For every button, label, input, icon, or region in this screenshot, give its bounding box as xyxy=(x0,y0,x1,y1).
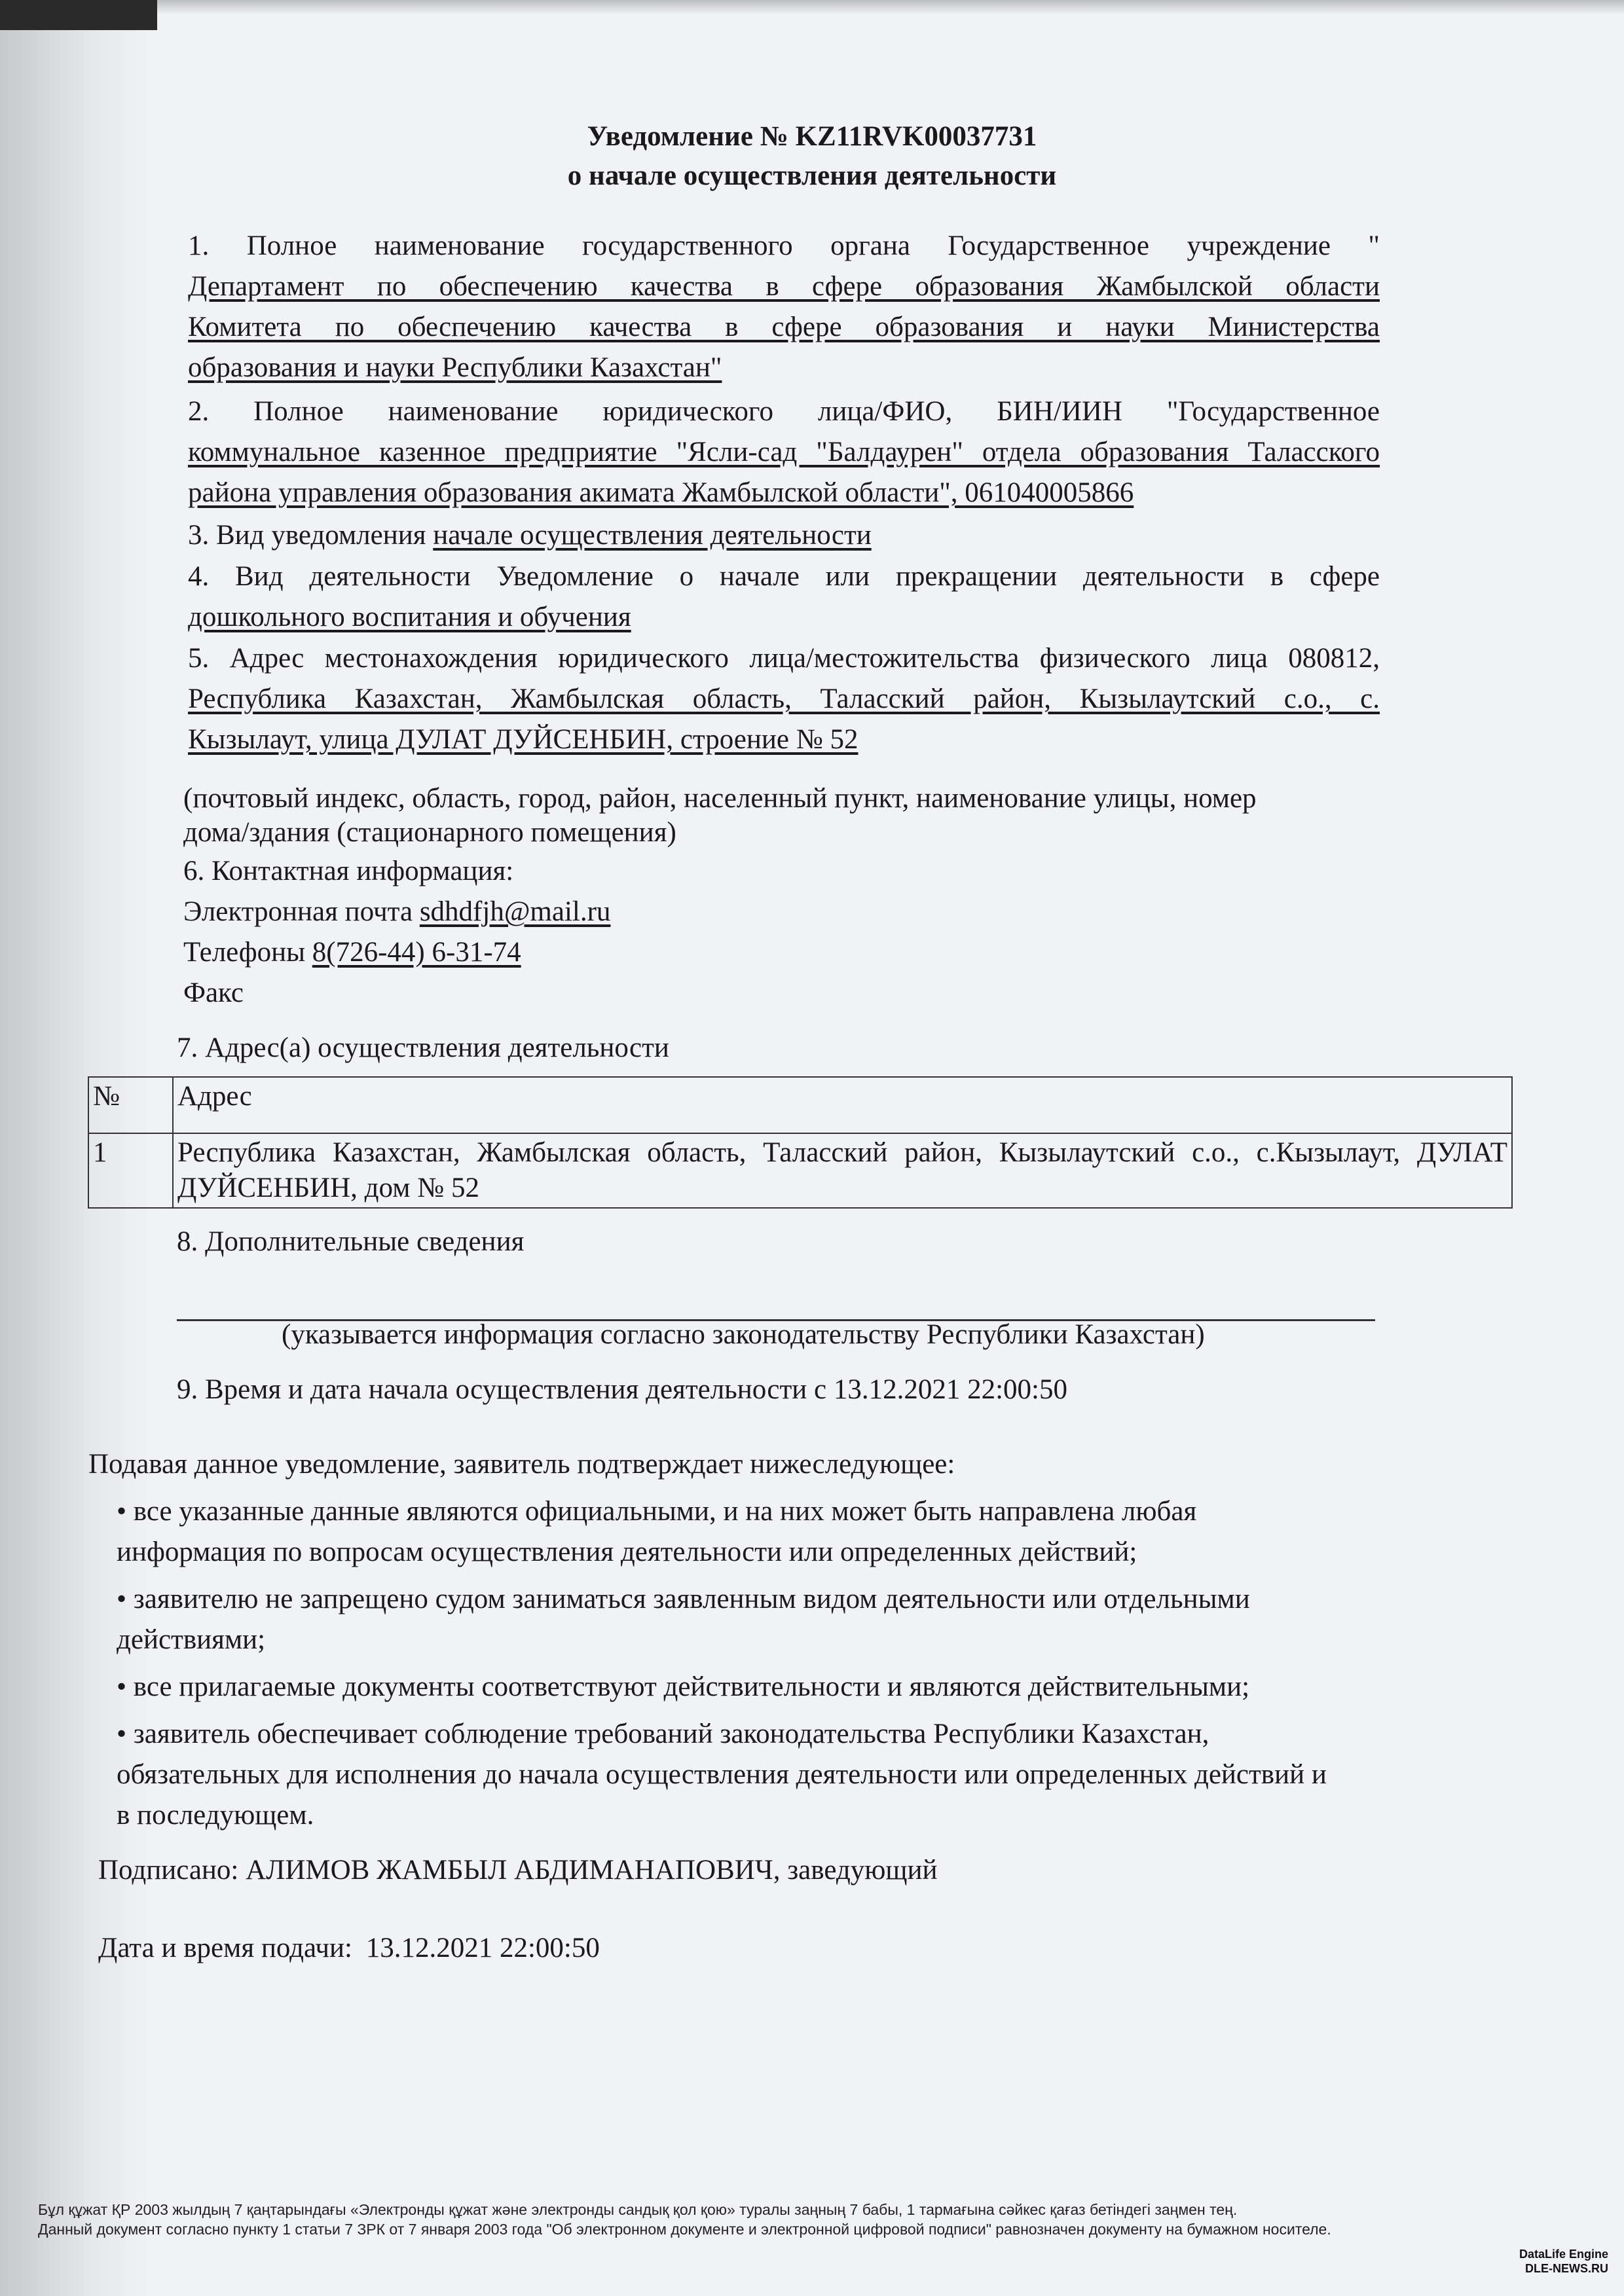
watermark-line: DataLife Engine xyxy=(1519,2248,1608,2261)
item-7-label: 7. Адрес(а) осуществления деятельности xyxy=(177,1032,669,1063)
declaration-bullet-line: • все указанные данные являются официальными, и на них может быть направлена любая xyxy=(117,1496,1197,1527)
watermark-line: DLE-NEWS.RU xyxy=(1525,2262,1608,2275)
item-1-line: 1. Полное наименование государственного органа Государственное учреждение " xyxy=(188,230,1380,261)
item-8-hint: (указывается информация согласно законодательству Республики Казахстан) xyxy=(282,1319,1205,1350)
declaration-bullet-line: • заявитель обеспечивает соблюдение требований законодательства Республики Казахстан, xyxy=(117,1719,1209,1749)
item-2-line: района управления образования акимата Жамбылской области", 061040005866 xyxy=(188,477,1134,508)
item-1-authority xyxy=(188,226,1380,388)
submission-label: Дата и время подачи: xyxy=(98,1933,352,1963)
declaration-bullet-line: действиями; xyxy=(117,1624,266,1655)
item-2-entity xyxy=(188,392,1380,513)
footer-ru: Данный документ согласно пункту 1 статьи 7 ЗРК от 7 января 2003 года "Об электронном документе и электронной цифровой подписи" равнозначен документу на бумажном носителе. xyxy=(38,2221,1331,2238)
item-6-email-row xyxy=(183,892,610,932)
phone-label: Телефоны xyxy=(183,937,306,968)
address-table xyxy=(88,1076,1513,1209)
item-5-hint-line: (почтовый индекс, область, город, район, населенный пункт, наименование улицы, номер xyxy=(183,783,1257,814)
declaration-intro: Подавая данное уведомление, заявитель подтверждает нижеследующее: xyxy=(88,1449,955,1480)
watermark-badge xyxy=(1519,2247,1608,2276)
item-1-line: Комитета по обеспечению качества в сфере образования и науки Министерства xyxy=(188,312,1380,342)
email-value[interactable]: sdhdfjh@mail.ru xyxy=(419,896,611,927)
table-header-row xyxy=(88,1077,1512,1133)
footer-kz: Бұл құжат ҚР 2003 жылдың 7 қаңтарындағы «Электронды құжат және электронды сандық қол қою» туралы заңның 7 бабы, 1 тармағына сәйкес қағаз бетіндегі заңмен тең. xyxy=(38,2201,1238,2218)
table-row xyxy=(88,1133,1512,1208)
item-9-start-datetime: 9. Время и дата начала осуществления деятельности с 13.12.2021 22:00:50 xyxy=(177,1374,1067,1405)
item-2-line: коммунальное казенное предприятие "Ясли-сад "Балдаурен" отдела образования Таласского xyxy=(188,437,1380,467)
item-1-line: Департамент по обеспечению качества в сфере образования Жамбылской области xyxy=(188,271,1380,302)
submission-value: 13.12.2021 22:00:50 xyxy=(365,1933,600,1963)
item-2-line: 2. Полное наименование юридического лица/ФИО, БИН/ИИН "Государственное xyxy=(188,396,1380,427)
item-4-line: 4. Вид деятельности Уведомление о начале или прекращении деятельности в сфере xyxy=(188,561,1380,592)
item-1-line: образования и науки Республики Казахстан" xyxy=(188,352,722,383)
item-5-line: Республика Казахстан, Жамбылская область, Таласский район, Кызылаутский с.о., с. xyxy=(188,683,1380,714)
submission-datetime xyxy=(98,1928,600,1969)
item-5-line: 5. Адрес местонахождения юридического лица/местожительства физического лица 080812, xyxy=(188,643,1380,674)
declaration-bullet-line: • все прилагаемые документы соответствуют действительности и являются действительными; xyxy=(117,1671,1250,1702)
item-5-address xyxy=(188,638,1380,760)
item-6-contacts-label: 6. Контактная информация: xyxy=(183,856,514,886)
phone-value: 8(726-44) 6-31-74 xyxy=(312,937,521,968)
scanner-edge xyxy=(0,0,157,30)
declaration-bullet-line: в последующем. xyxy=(117,1800,314,1831)
item-4-activity xyxy=(188,556,1380,638)
page-top-shadow xyxy=(0,0,1624,14)
declaration-bullet-line: информация по вопросам осуществления деятельности или определенных действий; xyxy=(117,1537,1137,1567)
item-3-notice-type xyxy=(188,515,872,556)
item-5-line: Кызылаут, улица ДУЛАТ ДУЙСЕНБИН, строение № 52 xyxy=(188,724,858,755)
declaration-bullet-line: • заявителю не запрещено судом заниматься заявленным видом деятельности или отдельными xyxy=(117,1584,1250,1614)
signed-by: Подписано: АЛИМОВ ЖАМБЫЛ АБДИМАНАПОВИЧ, заведующий xyxy=(98,1855,938,1886)
table-header-address: Адрес xyxy=(173,1077,1512,1133)
table-cell-num: 1 xyxy=(88,1133,173,1208)
document-subtitle: о начале осуществления деятельности xyxy=(567,160,1057,191)
item-3-label: 3. Вид уведомления xyxy=(188,520,426,551)
item-6-fax-label: Факс xyxy=(183,977,244,1008)
item-3-value: начале осуществления деятельности xyxy=(433,520,872,551)
table-cell-address: Республика Казахстан, Жамбылская область, Таласский район, Кызылаутский с.о., с.Кызылаут, ДУЛАТ ДУЙСЕНБИН, дом № 52 xyxy=(173,1133,1512,1208)
item-4-line: дошкольного воспитания и обучения xyxy=(188,602,631,632)
item-6-phone-row xyxy=(183,932,521,973)
item-5-hint-line: дома/здания (стационарного помещения) xyxy=(183,817,676,848)
table-header-num: № xyxy=(88,1077,173,1133)
item-8-label: 8. Дополнительные сведения xyxy=(177,1226,525,1257)
document-title: Уведомление № KZ11RVK00037731 xyxy=(587,121,1037,152)
email-label: Электронная почта xyxy=(183,896,413,927)
declaration-bullet-line: обязательных для исполнения до начала осуществления деятельности или определенных действий и xyxy=(117,1759,1327,1790)
